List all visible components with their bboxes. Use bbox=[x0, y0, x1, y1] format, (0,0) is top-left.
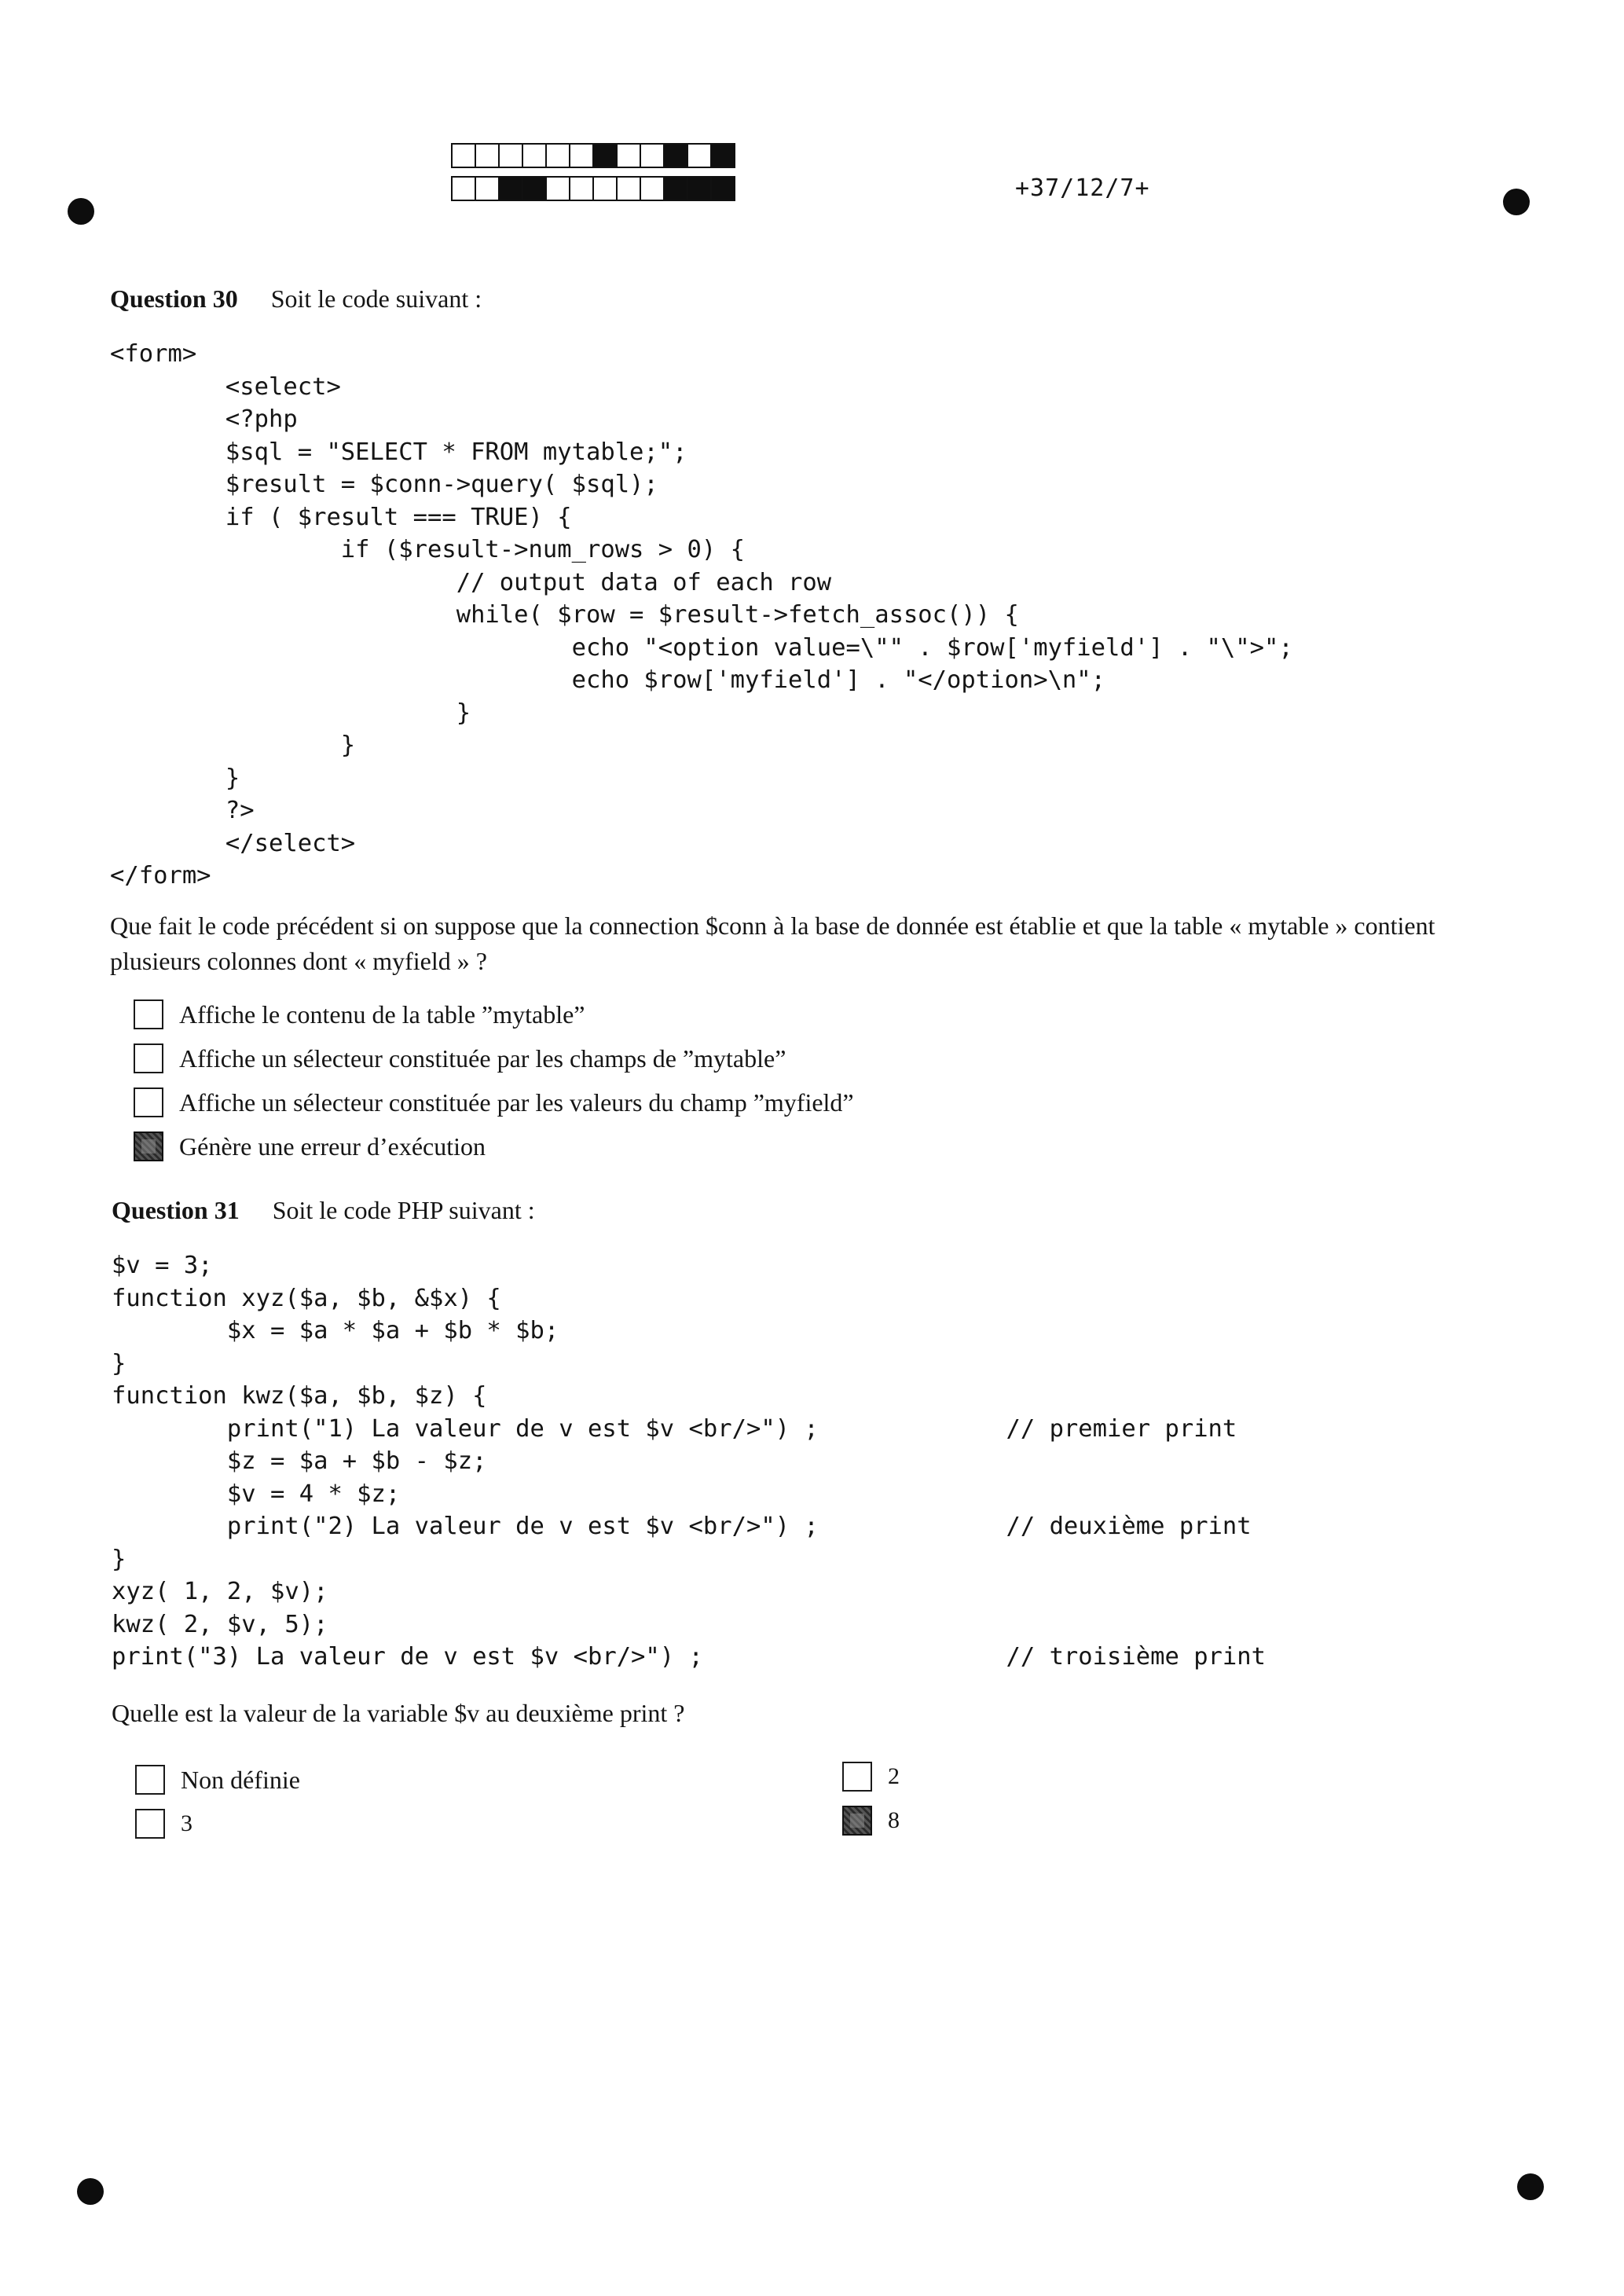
code-line: } bbox=[110, 732, 356, 759]
barcode-cell bbox=[453, 145, 476, 167]
answer-option[interactable] bbox=[135, 1809, 192, 1839]
code-line: } bbox=[110, 764, 240, 792]
barcode-cell bbox=[594, 178, 618, 200]
barcode-cell bbox=[618, 178, 641, 200]
question-number: Question 31 bbox=[112, 1196, 240, 1224]
answer-option[interactable] bbox=[134, 1087, 854, 1117]
barcode-cell bbox=[641, 178, 665, 200]
question-31-heading bbox=[112, 1196, 535, 1225]
code-line: } bbox=[112, 1545, 126, 1573]
code-line: $v = 4 * $z; bbox=[112, 1480, 401, 1508]
code-line: </select> bbox=[110, 829, 356, 857]
checkbox[interactable] bbox=[135, 1809, 165, 1839]
checkbox[interactable] bbox=[842, 1806, 872, 1836]
code-line: } bbox=[110, 699, 471, 727]
barcode-cell bbox=[523, 178, 547, 200]
answer-label: 8 bbox=[888, 1807, 900, 1833]
code-line: while( $row = $result->fetch_assoc()) { bbox=[110, 601, 1019, 629]
code-line: function xyz($a, $b, &$x) { bbox=[112, 1284, 501, 1312]
page-barcode-top-row bbox=[451, 143, 735, 168]
registration-mark-bottom-left bbox=[77, 2178, 104, 2205]
answer-label: Affiche un sélecteur constituée par les champs de ”mytable” bbox=[179, 1043, 786, 1073]
barcode-cell bbox=[712, 145, 734, 167]
question-number: Question 30 bbox=[110, 284, 238, 313]
code-line: $sql = "SELECT * FROM mytable;"; bbox=[110, 438, 687, 466]
code-line: } bbox=[112, 1349, 126, 1377]
code-line: <?php bbox=[110, 405, 298, 433]
code-line: ?> bbox=[110, 797, 255, 824]
answer-option[interactable] bbox=[134, 1131, 486, 1161]
code-line: $z = $a + $b - $z; bbox=[112, 1447, 487, 1475]
barcode-cell bbox=[570, 145, 594, 167]
code-line: function kwz($a, $b, $z) { bbox=[112, 1382, 487, 1410]
page-barcode-bottom-row bbox=[451, 176, 735, 201]
code-line: xyz( 1, 2, $v); bbox=[112, 1578, 328, 1605]
answer-label: 3 bbox=[181, 1810, 192, 1836]
question-intro: Soit le code suivant : bbox=[270, 284, 482, 313]
registration-mark-bottom-right bbox=[1517, 2173, 1544, 2200]
checkbox[interactable] bbox=[134, 1043, 163, 1073]
question-30-text: Que fait le code précédent si on suppose que la connection $conn à la base de donnée est établie et que la table « mytable » contient plusieurs colonnes dont « myfield » ? bbox=[110, 911, 1435, 975]
code-line: if ( $result === TRUE) { bbox=[110, 503, 572, 531]
checkbox[interactable] bbox=[134, 999, 163, 1029]
barcode-cell bbox=[500, 145, 523, 167]
answer-label: Non définie bbox=[181, 1765, 300, 1794]
barcode-cell bbox=[688, 178, 712, 200]
registration-mark-top-left bbox=[68, 198, 94, 225]
answer-label: Affiche le contenu de la table ”mytable” bbox=[179, 999, 585, 1029]
question-30-heading bbox=[110, 284, 482, 314]
checkbox[interactable] bbox=[135, 1765, 165, 1795]
answer-option[interactable] bbox=[842, 1762, 900, 1792]
barcode-cell bbox=[665, 178, 688, 200]
answer-option[interactable] bbox=[134, 1043, 786, 1073]
question-intro: Soit le code PHP suivant : bbox=[272, 1196, 535, 1224]
barcode-cell bbox=[547, 178, 570, 200]
answer-label: 2 bbox=[888, 1763, 900, 1789]
code-line: print("2) La valeur de v est $v <br/>") ; // deuxième print bbox=[112, 1513, 1252, 1540]
answer-label: Affiche un sélecteur constituée par les valeurs du champ ”myfield” bbox=[179, 1087, 854, 1117]
barcode-cell bbox=[665, 145, 688, 167]
barcode-cell bbox=[453, 178, 476, 200]
code-line: // output data of each row bbox=[110, 568, 832, 596]
answer-option[interactable] bbox=[134, 999, 585, 1029]
question-31-text: Quelle est la valeur de la variable $v au deuxième print ? bbox=[112, 1699, 685, 1727]
code-line: print("3) La valeur de v est $v <br/>") ; // troisième print bbox=[112, 1643, 1267, 1671]
barcode-cell bbox=[594, 145, 618, 167]
answer-option[interactable] bbox=[842, 1806, 900, 1836]
code-line: echo $row['myfield'] . "</option>\n"; bbox=[110, 666, 1106, 694]
code-line: kwz( 2, $v, 5); bbox=[112, 1610, 328, 1638]
checkbox[interactable] bbox=[842, 1762, 872, 1792]
checkbox[interactable] bbox=[134, 1131, 163, 1161]
barcode-cell bbox=[547, 145, 570, 167]
barcode-cell bbox=[523, 145, 547, 167]
code-block-q30 bbox=[110, 338, 1293, 893]
code-line: </form> bbox=[110, 862, 211, 889]
barcode-cell bbox=[500, 178, 523, 200]
code-block-q31 bbox=[112, 1249, 1266, 1674]
barcode-cell bbox=[688, 145, 712, 167]
code-line: $result = $conn->query( $sql); bbox=[110, 471, 658, 498]
barcode-cell bbox=[641, 145, 665, 167]
answer-option[interactable] bbox=[135, 1765, 300, 1795]
answer-label: Génère une erreur d’exécution bbox=[179, 1131, 486, 1161]
page-identifier: +37/12/7+ bbox=[1015, 174, 1150, 202]
barcode-cell bbox=[476, 145, 500, 167]
code-line: <form> bbox=[110, 340, 197, 368]
checkbox[interactable] bbox=[134, 1087, 163, 1117]
code-line: $v = 3; bbox=[112, 1252, 213, 1279]
barcode-cell bbox=[476, 178, 500, 200]
barcode-cell bbox=[570, 178, 594, 200]
barcode-cell bbox=[618, 145, 641, 167]
code-line: print("1) La valeur de v est $v <br/>") ; // premier print bbox=[112, 1414, 1237, 1443]
code-line: $x = $a * $a + $b * $b; bbox=[112, 1317, 559, 1344]
code-line: echo "<option value=\"" . $row['myfield'] . "\">"; bbox=[110, 633, 1293, 662]
barcode-cell bbox=[712, 178, 734, 200]
code-line: <select> bbox=[110, 372, 341, 401]
code-line: if ($result->num_rows > 0) { bbox=[110, 536, 745, 563]
registration-mark-top-right bbox=[1503, 189, 1530, 215]
